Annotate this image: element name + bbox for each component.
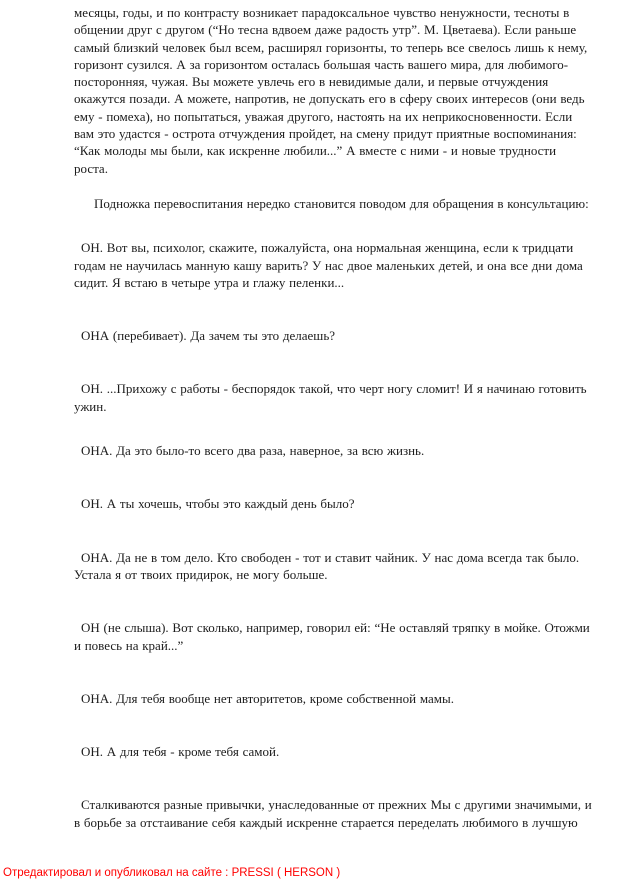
dialogue-paragraph-he: ОН. А для тебя - кроме тебя самой. [81, 744, 280, 760]
publisher-watermark: Отредактировал и опубликовал на сайте : PRESSI ( HERSON ) [3, 867, 341, 879]
dialogue-paragraph-he: ОН. Вот вы, психолог, скажите, пожалуйста, она нормальная женщина, если к тридцати годам не научилась манную кашу варить? У нас двое маленьких детей, и она все дни дома сидит. Я встаю в четыре утра и глажу пеленки... [74, 240, 583, 290]
body-paragraph: Сталкиваются разные привычки, унаследованные от прежних Мы с другими значимыми, и в борьбе за отстаивание себя каждый искренне старается переделать любимого в лучшую [74, 797, 592, 830]
dialogue-paragraph-she: ОНА. Да это было-то всего два раза, наверное, за всю жизнь. [81, 443, 425, 459]
body-paragraph: Подножка перевоспитания нередко становится поводом для обращения в консультацию: [94, 195, 589, 211]
dialogue-paragraph-he: ОН (не слыша). Вот сколько, например, говорил ей: “Не оставляй тряпку в мойке. Отожми и повесь на край...” [74, 620, 590, 653]
dialogue-paragraph-she: ОНА. Да не в том дело. Кто свободен - тот и ставит чайник. У нас дома всегда так было. Устала я от твоих придирок, не могу больше. [74, 549, 580, 582]
body-paragraph: месяцы, годы, и по контрасту возникает парадоксальное чувство ненужности, тесноты в общении друг с другом (“Но тесна вдвоем даже радость утр”. М. Цветаева). Если раньше самый близкий человек был всем, расширял горизонты, то теперь все свелось лишь к нему, горизонт сузился. А за горизонтом осталась большая часть вашего мира, для любимого- посторонняя, чужая. Вы можете увлечь его в невидимые дали, и первые отчуждения окажутся позади. А можете, напротив, не допускать его в сферу своих интересов (они ведь ему - помеха), но попытаться, уважая другого, настоять на их неприкосновенности. Если вам это удастся - острота отчуждения пройдет, на смену придут приятные воспоминания: “Как молоды мы были, как искренне любили...” А вместе с ними - и новые трудности роста. [74, 5, 588, 176]
dialogue-paragraph-she: ОНА (перебивает). Да зачем ты это делаешь? [81, 328, 336, 344]
dialogue-paragraph-he: ОН. ...Прихожу с работы - беспорядок такой, что черт ногу сломит! И я начинаю готовить ужин. [74, 381, 587, 414]
dialogue-paragraph-she: ОНА. Для тебя вообще нет авторитетов, кроме собственной мамы. [81, 690, 454, 706]
dialogue-paragraph-he: ОН. А ты хочешь, чтобы это каждый день было? [81, 496, 355, 512]
